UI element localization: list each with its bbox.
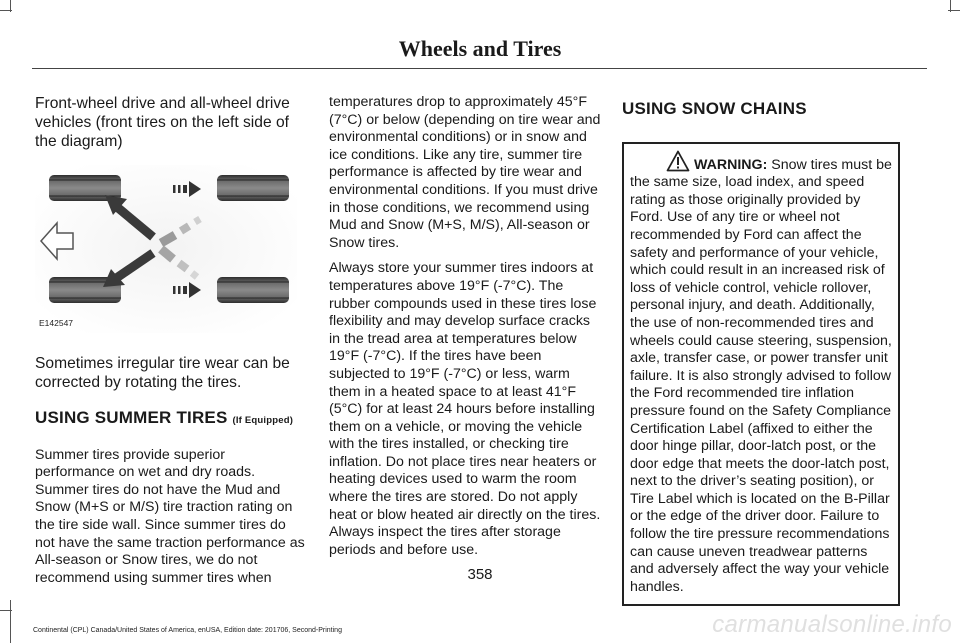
summer-tires-paragraph: Summer tires provide superior performance on wet and dry roads. Summer tires do not have the Mud and Snow (M+S or M/S) tire traction rating on the tire side wall. Since summer tires do not have the same traction performance as All-season or Snow tires, we do not recommend using summer tires when <box>35 446 305 586</box>
column-middle <box>329 94 601 559</box>
warning-label: WARNING: <box>694 156 768 173</box>
tire-rear-left <box>217 175 289 201</box>
summer-tires-heading <box>35 409 305 430</box>
column-right <box>622 94 900 606</box>
warning-box <box>622 142 900 607</box>
tire-rotation-diagram <box>35 165 297 333</box>
column-left <box>35 94 305 587</box>
crop-mark <box>0 10 12 11</box>
summer-tires-heading-text: USING SUMMER TIRES <box>35 408 228 427</box>
tire-rear-right <box>217 277 289 303</box>
warning-triangle-icon <box>666 150 690 172</box>
edition-footer: Continental (CPL) Canada/United States of America, enUSA, Edition date: 201706, Second-Printing <box>33 627 342 634</box>
tire-rotation-figure <box>35 165 297 333</box>
warning-text: Snow tires must be the same size, load index, and speed rating as those originally provided by Ford. Use of any tire or wheel not recommended by Ford can affect the safety and performance of your vehicle, which could result in an increased risk of loss of vehicle control, vehicle rollover, personal injury, and death. Additionally, the use of non-recommended tires and wheels could cause steering, suspension, axle, transfer case, or power transfer unit failure. It is also strongly advised to follow the Ford recommended tire inflation pressure found on the Safety Compliance Certification Label (affixed to either the door hinge pillar, door-latch post, or the door edge that meets the door-latch post, next to the driver’s seating position), or Tire Label which is located on the B-Pillar or the edge of the driver door. Failure to follow the tire pressure recommendations can cause uneven treadwear patterns and adversely affect the way your vehicle handles. <box>630 156 892 595</box>
figure-code: E142547 <box>39 318 74 329</box>
crop-mark <box>10 600 11 643</box>
watermark: carmanualsonline.info <box>712 611 952 638</box>
page-number: 358 <box>467 566 493 583</box>
header-divider <box>32 68 927 69</box>
crop-mark <box>0 610 12 611</box>
summer-tires-heading-note: (If Equipped) <box>232 415 294 426</box>
diagram-caption: Front-wheel drive and all-wheel drive vehicles (front tires on the left side of the diagram) <box>35 95 290 150</box>
crop-mark <box>948 10 960 11</box>
page-header-title: Wheels and Tires <box>398 36 562 61</box>
snow-chains-heading: USING SNOW CHAINS <box>622 99 807 118</box>
tire-storage-paragraph: Always store your summer tires indoors at temperatures above 19°F (-7°C). The rubber compounds used in these tires lose flexibility and may develop surface cracks in the tread area at temperatures below 19°F (-7°C). If the tires have been subjected to 19°F (-7°C) or less, warm them in a heated space to at least 41°F (5°C) for at least 24 hours before installing them on a vehicle, or moving the vehicle with the tires installed, or checking tire inflation. Do not place tires near heaters or heating devices used to warm the room where the tires are stored. Do not apply heat or blow heated air directly on the tires. Always inspect the tires after storage periods and before use. <box>329 260 601 558</box>
rotate-paragraph: Sometimes irregular tire wear can be corrected by rotating the tires. <box>35 355 290 391</box>
summer-tires-continued-paragraph: temperatures drop to approximately 45°F (7°C) or below (depending on tire wear and environmental conditions) or in snow and ice conditions. Like any tire, summer tire performance is affected by tire wear and environmental conditions. If you must drive in those conditions, we recommend using Mud and Snow (M+S, M/S), All-season or Snow tires. <box>329 94 601 251</box>
